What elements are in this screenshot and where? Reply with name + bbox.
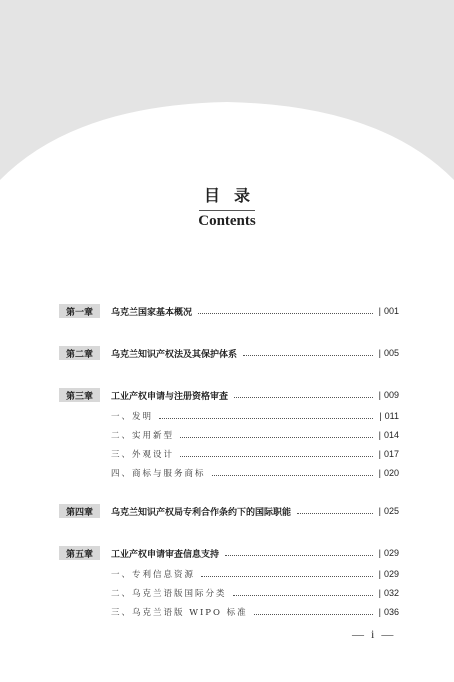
chapter-badge: 第三章 — [59, 388, 100, 402]
dot-leader — [201, 576, 373, 577]
section-title: 二、实用新型 — [111, 431, 175, 441]
page-number: | 025 — [378, 506, 399, 516]
toc-section[interactable] — [59, 427, 399, 443]
page-number: | 014 — [378, 430, 399, 440]
dot-leader — [212, 475, 373, 476]
chapter-title: 工业产权申请与注册资格审查 — [111, 391, 229, 402]
toc-title-cn: 目录 — [203, 186, 264, 205]
page-number: | 009 — [378, 390, 399, 400]
chapter-badge: 第一章 — [59, 304, 100, 318]
toc-section[interactable] — [59, 465, 399, 481]
page-number: | 005 — [378, 348, 399, 358]
page-number: | 036 — [378, 607, 399, 617]
section-title: 一、发明 — [111, 412, 154, 422]
toc-chapter-2[interactable] — [59, 345, 399, 361]
chapter-title: 工业产权申请审查信息支持 — [111, 549, 220, 560]
page-number: | 011 — [379, 411, 399, 421]
dot-leader — [159, 418, 373, 419]
page-number: | 020 — [378, 468, 399, 478]
dot-leader — [198, 313, 373, 314]
chapter-title: 乌克兰知识产权法及其保护体系 — [111, 349, 238, 360]
toc-section[interactable] — [59, 566, 399, 582]
chapter-badge: 第四章 — [59, 504, 100, 518]
section-title: 三、乌克兰语版 WIPO 标准 — [111, 608, 248, 618]
section-title: 二、乌克兰语版国际分类 — [111, 589, 227, 599]
toc-chapter-4[interactable] — [59, 503, 399, 519]
page-number: | 029 — [378, 569, 399, 579]
section-title: 一、专利信息资源 — [111, 570, 196, 580]
toc-section[interactable] — [59, 604, 399, 620]
page-number: | 032 — [378, 588, 399, 598]
top-gray-band — [0, 0, 454, 200]
top-gray-band-shape — [0, 0, 454, 180]
dot-leader — [225, 555, 373, 556]
toc-section[interactable] — [59, 408, 399, 424]
toc-chapter-3[interactable] — [59, 387, 399, 403]
toc-chapter-1[interactable] — [59, 303, 399, 319]
toc-section[interactable] — [59, 446, 399, 462]
page-folio: — i — — [352, 627, 396, 641]
toc-section[interactable] — [59, 585, 399, 601]
chapter-title: 乌克兰知识产权局专利合作条约下的国际职能 — [111, 507, 292, 518]
page-number: | 029 — [378, 548, 399, 558]
chapter-badge: 第五章 — [59, 546, 100, 560]
dot-leader — [297, 513, 373, 514]
toc-chapter-5[interactable] — [59, 545, 399, 561]
section-title: 四、商标与服务商标 — [111, 469, 206, 479]
dot-leader — [180, 437, 373, 438]
section-title: 三、外观设计 — [111, 450, 175, 460]
title-rule — [199, 210, 255, 211]
toc-title-en: Contents — [198, 213, 256, 229]
page-number: | 017 — [378, 449, 399, 459]
toc-heading — [0, 183, 454, 230]
chapter-title: 乌克兰国家基本概况 — [111, 307, 193, 318]
dot-leader — [234, 397, 373, 398]
page-number: | 001 — [378, 306, 399, 316]
dot-leader — [243, 355, 373, 356]
chapter-badge: 第二章 — [59, 346, 100, 360]
dot-leader — [254, 614, 373, 615]
dot-leader — [233, 595, 373, 596]
dot-leader — [180, 456, 373, 457]
